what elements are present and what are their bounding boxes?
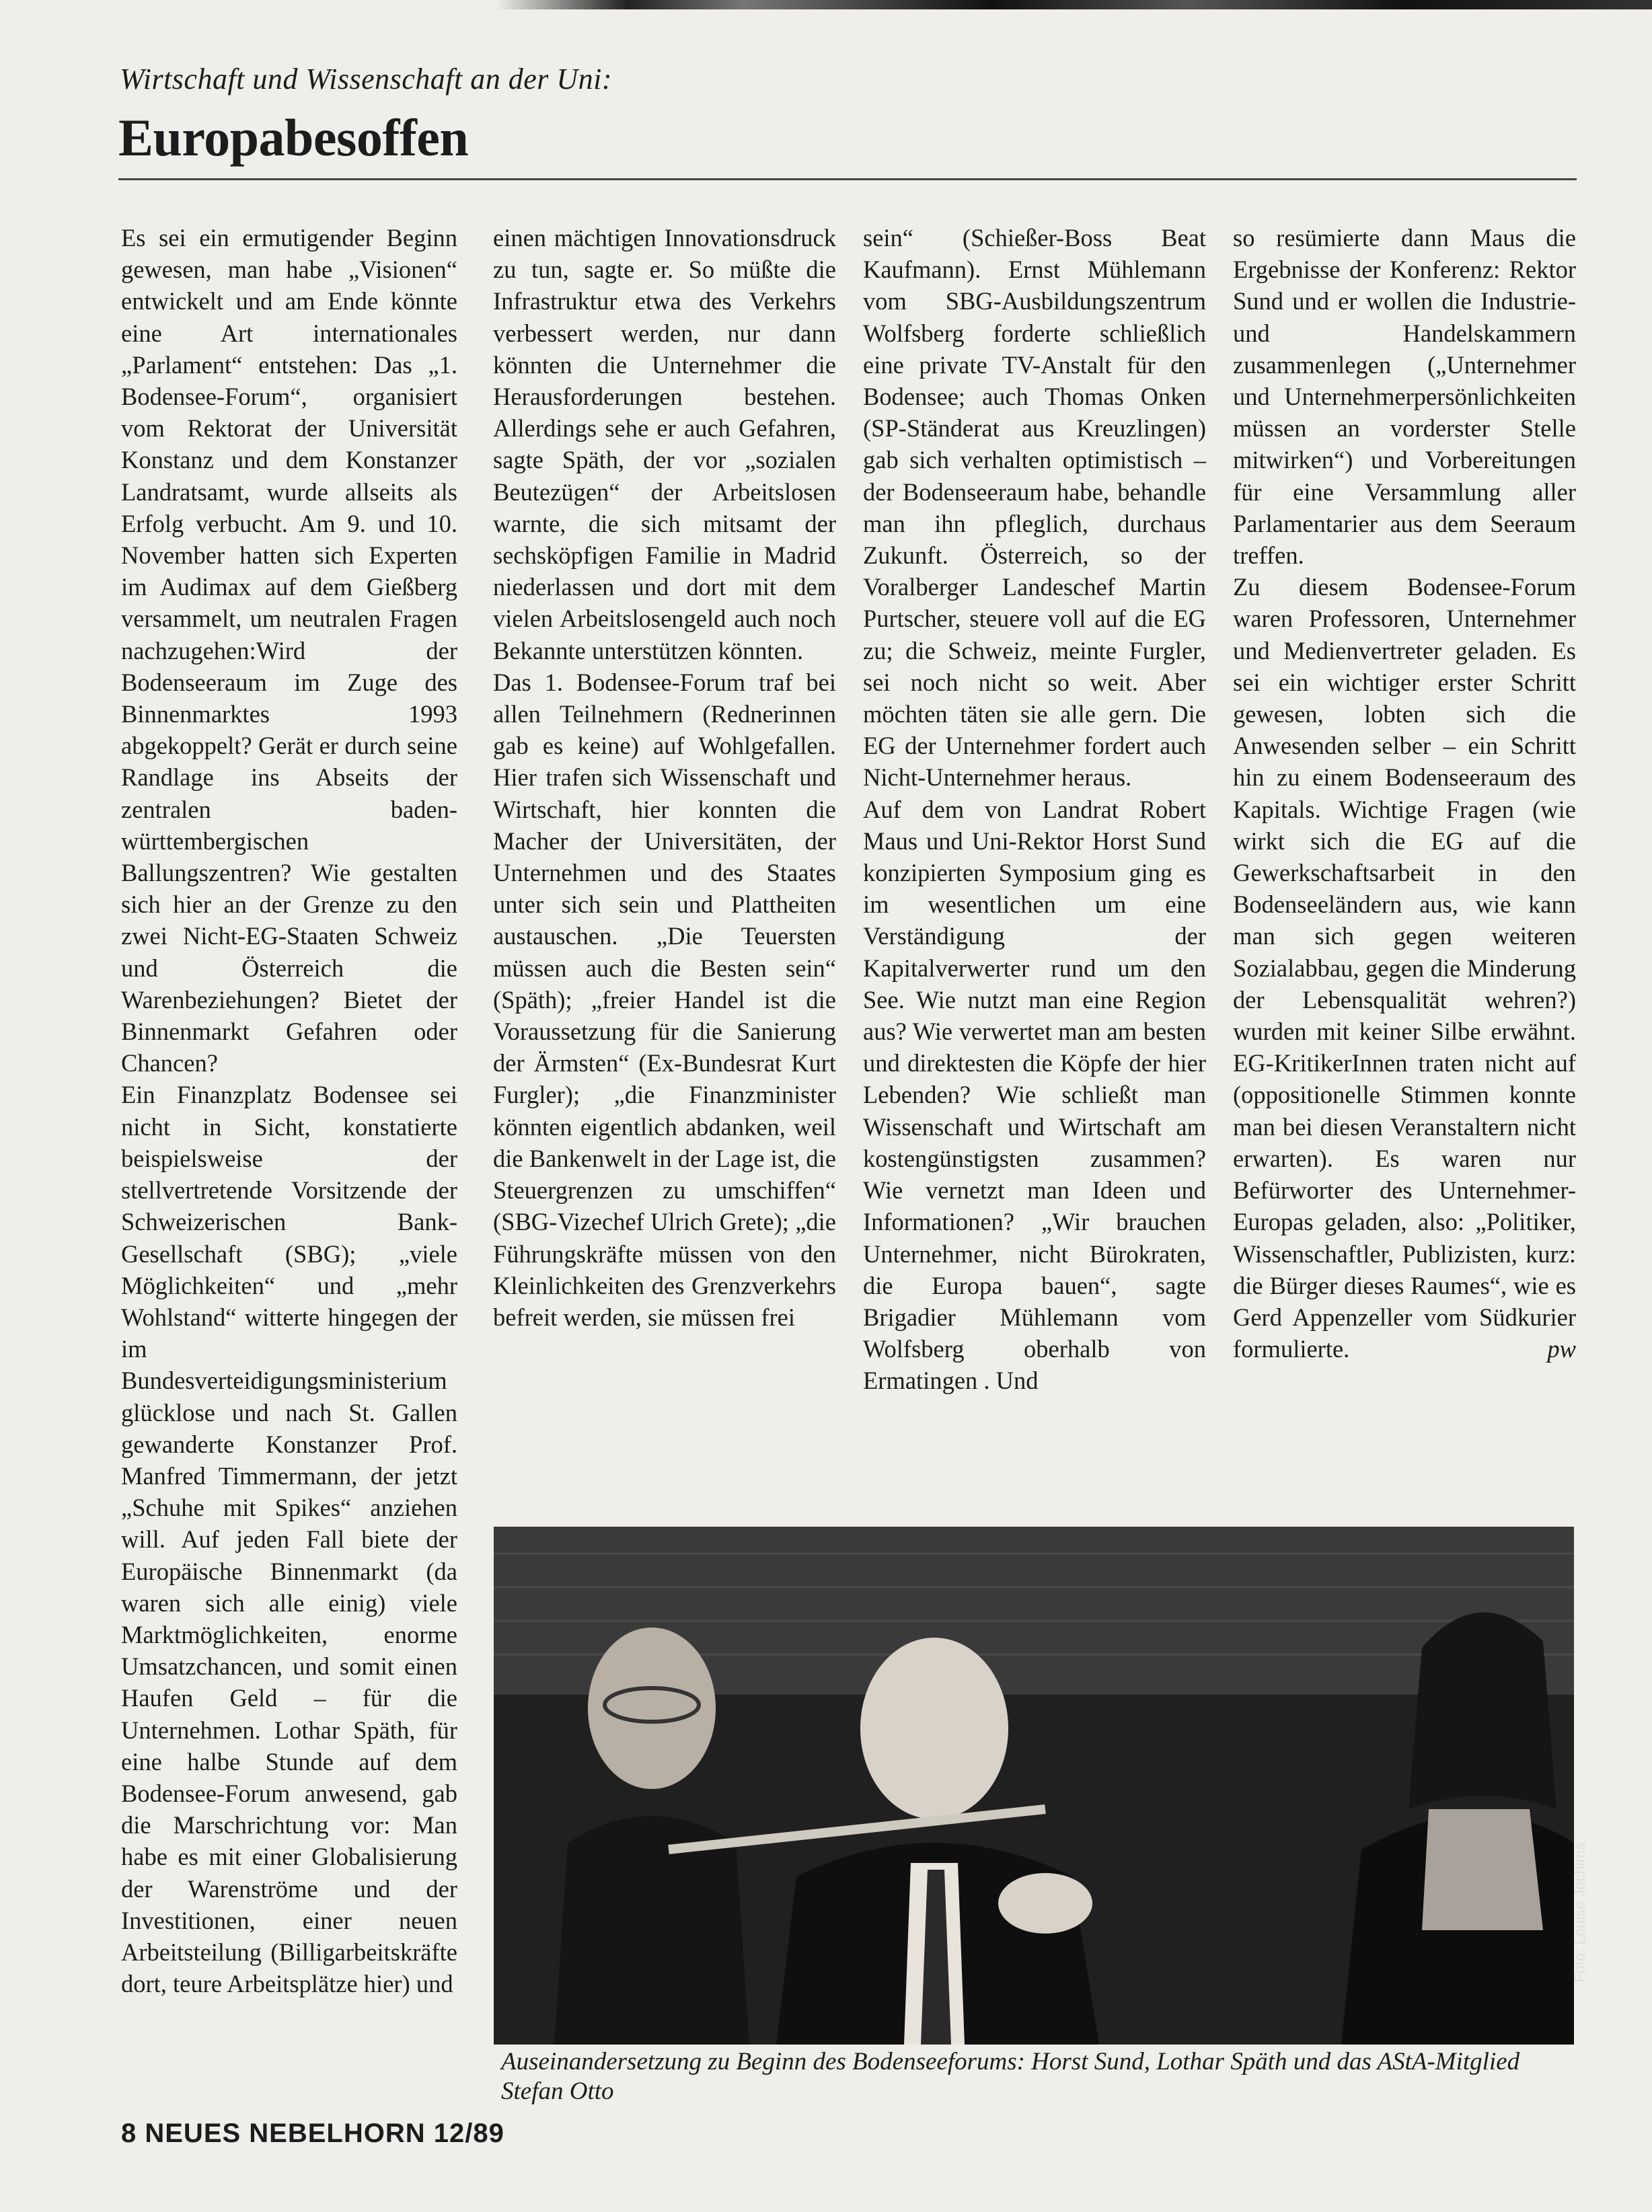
article-column-2 — [493, 222, 836, 1517]
paragraph: Das 1. Bodensee-Forum traf bei allen Teilnehmern (Rednerinnen gab es keine) auf Wohlgefallen. Hier trafen sich Wissenschaft und Wirtschaft, hier konnten die Macher der Universitäten, der Unternehmen und des Staates unter sich sein und Plattheiten austauschen. „Die Teuersten müssen auch die Besten sein“ (Späth); „freier Handel ist die Voraussetzung für die Sanierung der Ärmsten“ (Ex-Bundesrat Kurt Furgler); „die Finanzminister könnten eigentlich abdanken, weil die Bankenwelt in der Lage ist, die Steuergrenzen zu umschiffen“ (SBG-Vizechef Ulrich Grete); „die Führungskräfte müssen von den Kleinlichkeiten des Grenzverkehrs befreit werden, sie müssen frei — [493, 668, 836, 1331]
article-column-1 — [121, 222, 457, 2112]
headline-rule — [118, 178, 1577, 180]
paragraph: einen mächtigen Innovationsdruck zu tun, sagte er. So müßte die Infrastruktur etwa des Verkehrs verbessert werden, nur dann könnten die Unternehmer die Herausforderungen bestehen. Allerdings sehe er auch Gefahren, sagte Späth, der vor „sozialen Beutezügen“ der Arbeitslosen warnte, die sich mitsamt der sechsköpfigen Familie in Madrid niederlassen und dort mit dem vielen Arbeitslosengeld auch noch Bekannte unterstützen könnten. — [493, 224, 836, 664]
article-column-3 — [863, 222, 1206, 1517]
page-folio: 8 NEUES NEBELHORN 12/89 — [121, 2119, 504, 2148]
paragraph: Ein Finanzplatz Bodensee sei nicht in Sicht, konstatierte beispielsweise der stellvertretende Vorsitzende der Schweizerischen Bank-Gesellschaft (SBG); „viele Möglichkeiten“ und „mehr Wohlstand“ witterte hingegen der im Bundesverteidigungsministerium glücklose und nach St. Gallen gewanderte Konstanzer Prof. Manfred Timmermann, der jetzt „Schuhe mit Spikes“ anziehen will. Auf jeden Fall biete der Europäische Binnenmarkt (da waren sich alle einig) viele Marktmöglichkeiten, enorme Umsatzchancen, und somit einen Haufen Geld – für die Unternehmen. Lothar Späth, für eine halbe Stunde auf dem Bodensee-Forum anwesend, gab die Marschrichtung vor: Man habe es mit einer Globalisierung der Warenströme und der Investitionen, einer neuen Arbeitsteilung (Billigarbeitskräfte dort, teure Arbeitsplätze hier) und — [121, 1081, 457, 1998]
article-photo — [494, 1527, 1588, 2045]
photo-caption: Auseinandersetzung zu Beginn des Bodenseeforums: Horst Sund, Lothar Späth und das AStA-Mitglied Stefan Otto — [501, 2048, 1520, 2105]
paragraph — [1233, 571, 1576, 1365]
paragraph: Auf dem von Landrat Robert Maus und Uni-Rektor Horst Sund konzipierten Symposium ging es im wesentlichen um eine Verständigung der Kapitalverwerter rund um den See. Wie nutzt man eine Region aus? Wie verwertet man am besten und direktesten die Köpfe der hier Lebenden? Wie schließt man Wissenschaft und Wirtschaft am kostengünstigsten zusammen? Wie vernetzt man Ideen und Informationen? „Wir brauchen Unternehmer, nicht Bürokraten, die Europa bauen“, sagte Brigadier Mühlemann vom Wolfsberg oberhalb von Ermatingen . Und — [863, 795, 1206, 1395]
author-signature: pw — [1547, 1335, 1576, 1363]
article-kicker: Wirtschaft und Wissenschaft an der Uni: — [120, 63, 613, 96]
photo-illustration — [494, 1527, 1574, 2045]
paragraph: sein“ (Schießer-Boss Beat Kaufmann). Ernst Mühlemann vom SBG-Ausbildungszentrum Wolfsberg forderte schließlich eine private TV-Anstalt für den Bodensee; auch Thomas Onken (SP-Ständerat aus Kreuzlingen) gab sich verhalten optimistisch – der Bodenseeraum habe, behandle man ihn pfleglich, durchaus Zukunft. Österreich, so der Voralberger Landeschef Martin Purtscher, steuere voll auf die EG zu; die Schweiz, meinte Furgler, sei noch nicht so weit. Aber möchten täten sie alle gern. Die EG der Unternehmer fordert auch Nicht-Unternehmer heraus. — [863, 224, 1206, 792]
paragraph: so resümierte dann Maus die Ergebnisse der Konferenz: Rektor Sund und er wollen die Industrie- und Handelskammern zusammenlegen („Unternehmer und Unternehmerpersönlichkeiten müssen an vorderster Stelle mitwirken“) und Vorbereitungen für eine Versammlung aller Parlamentarier aus dem Seeraum treffen. — [1233, 224, 1576, 570]
paragraph-text: Zu diesem Bodensee-Forum waren Professoren, Unternehmer und Medienvertreter geladen. Es sei ein wichtiger erster Schritt gewesen, lobten sich die Anwesenden selber – ein Schritt hin zu einem Bodenseeraum des Kapitals. Wichtige Fragen (wie wirkt sich die EG auf die Gewerkschaftsarbeit in den Bodenseeländern aus, wie kann man sich gegen weiteren Sozialabbau, gegen die Minderung der Lebensqualität wehren?) wurden mit keiner Silbe erwähnt. EG-KritikerInnen traten nicht auf (oppositionelle Stimmen konnte man bei diesen Veranstaltern nicht erwarten). Es waren nur Befürworter des Unternehmer-Europas geladen, also: „Politiker, Wissenschaftler, Publizisten, kurz: die Bürger dieses Raumes“, wie es Gerd Appenzeller vom Südkurier formulierte. — [1233, 573, 1576, 1363]
page-top-edge — [0, 0, 1652, 9]
article-headline: Europabesoffen — [118, 108, 469, 167]
article-column-4 — [1233, 222, 1576, 1517]
paragraph: Es sei ein ermutigender Beginn gewesen, man habe „Visionen“ entwickelt und am Ende könnte eine Art internationales „Parlament“ entstehen: Das „1. Bodensee-Forum“, organisiert vom Rektorat der Universität Konstanz und dem Konstanzer Landratsamt, wurde allseits als Erfolg verbucht. Am 9. und 10. November hatten sich Experten im Audimax auf dem Gießberg versammelt, um neutralen Fragen nachzugehen:Wird der Bodenseeraum im Zuge des Binnenmarktes 1993 abgekoppelt? Gerät er durch seine Randlage ins Abseits der zentralen baden-württembergischen Ballungszentren? Wie gestalten sich hier an der Grenze zu den zwei Nicht-EG-Staaten Schweiz und Österreich die Warenbeziehungen? Bietet der Binnenmarkt Gefahren oder Chancen? — [121, 224, 457, 1077]
photo-credit: Foto: Louise Jochims — [1571, 1843, 1588, 1983]
